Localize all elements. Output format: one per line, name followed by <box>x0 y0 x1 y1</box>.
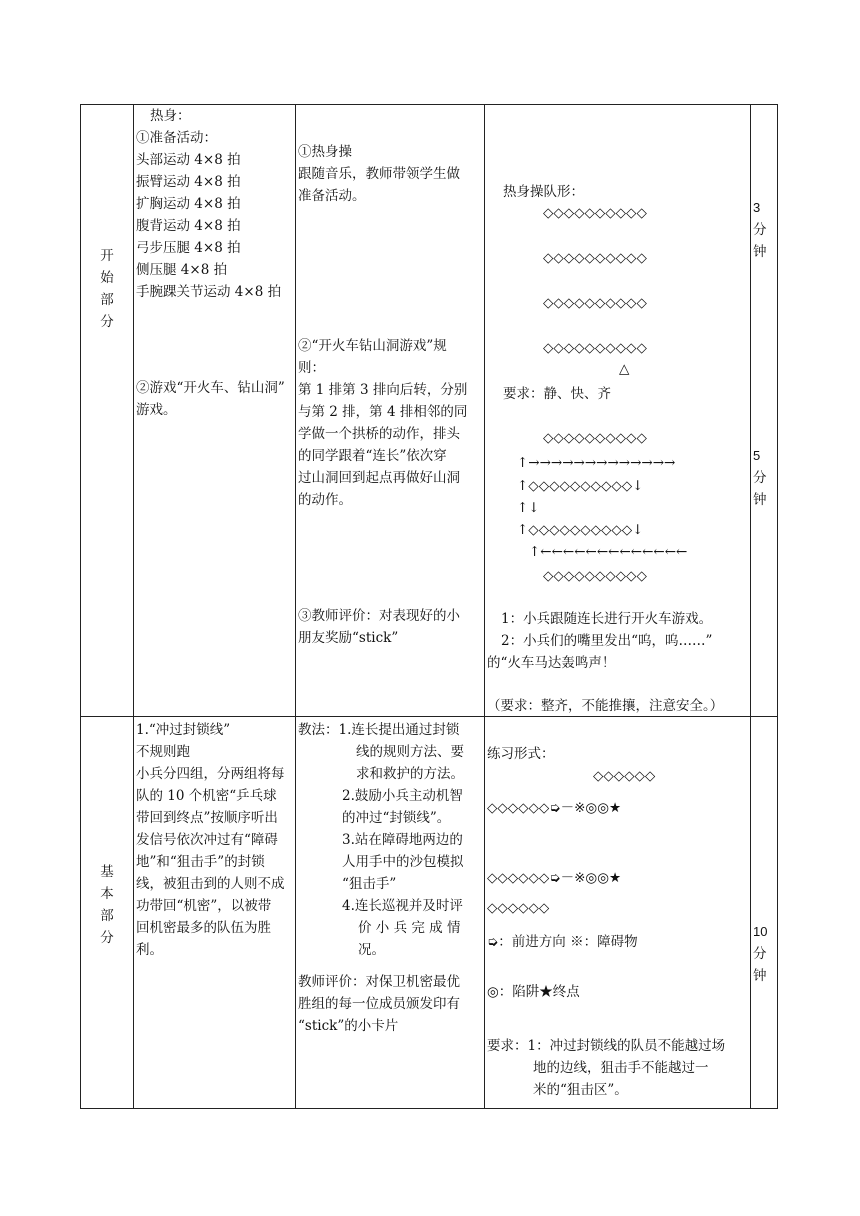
start-content-list <box>136 105 281 303</box>
method-line: 的同学跟着“连长”依次穿 <box>298 448 447 464</box>
method-line: 教法：1.连长提出通过封锁 <box>298 722 460 738</box>
train-row: ◇◇◇◇◇◇◇◇◇◇ <box>543 568 647 584</box>
train-row: ↑◇◇◇◇◇◇◇◇◇◇↓ <box>517 478 644 494</box>
legend-direction-obstacle: ➭：前进方向 ※：障碍物 <box>487 934 638 950</box>
teacher-evaluation <box>298 605 460 649</box>
label-char: 始 <box>100 270 114 286</box>
train-row: ◇◇◇◇◇◇◇◇◇◇ <box>543 430 647 446</box>
method-line: ③教师评价：对表现好的小 <box>298 608 460 624</box>
basic-duration <box>753 921 767 987</box>
content-line: 回机密最多的队伍为胜 <box>136 920 271 936</box>
content-line: 1.“冲过封锁线” <box>136 722 231 738</box>
method-line: 4.连长巡视并及时评 <box>342 898 463 914</box>
content-line: 弓步压腿 4×8 拍 <box>136 240 241 256</box>
content-line: 发信号依次冲过有“障碍 <box>136 832 278 848</box>
start-method-cell <box>296 105 485 717</box>
content-line: 侧压腿 4×8 拍 <box>136 262 228 278</box>
method-line: 价 小 兵 完 成 情 <box>358 920 461 936</box>
content-line: 队的 10 个机密“乒乓球 <box>136 788 277 804</box>
method-line: 的动作。 <box>298 492 352 508</box>
content-line: 不规则跑 <box>136 744 190 760</box>
time-unit: 钟 <box>753 968 767 984</box>
practice-row: ◇◇◇◇◇◇➭－※◎◎★ <box>487 870 622 886</box>
teacher-position-icon: △ <box>619 361 630 377</box>
content-line: ①准备活动： <box>136 130 217 146</box>
method-line: 2.鼓励小兵主动机智 <box>342 788 463 804</box>
legend-trap-finish: ◎：陷阱★终点 <box>487 984 580 1000</box>
content-line: ②游戏“开火车、钻山洞” <box>136 380 285 396</box>
basic-section-row <box>81 717 778 1109</box>
method-line: 过山洞回到起点再做好山洞 <box>298 470 460 486</box>
content-line: 线，被狙击到的人则不成 <box>136 876 285 892</box>
method-line: 的冲过“封锁线”。 <box>342 810 451 826</box>
train-row: ↑◇◇◇◇◇◇◇◇◇◇↓ <box>517 522 644 538</box>
label-char: 分 <box>100 314 114 330</box>
requirement-line: 地的边线，狙击手不能越过一 <box>533 1060 709 1076</box>
method-line: 教师评价：对保卫机密最优 <box>298 974 460 990</box>
game-duration <box>753 445 767 511</box>
content-line: 扩胸运动 4×8 拍 <box>136 196 241 212</box>
train-row: ↑↓ <box>517 500 540 516</box>
content-line: 利。 <box>136 942 163 958</box>
lesson-plan-page <box>80 104 780 1109</box>
organization-note: 2：小兵们的嘴里发出“呜，呜……” <box>501 633 713 649</box>
organization-note: 的“火车马达轰鸣声！ <box>487 655 616 671</box>
method-line: 线的规则方法、要 <box>356 744 464 760</box>
formation-row: ◇◇◇◇◇◇◇◇◇◇ <box>543 340 647 356</box>
basic-time-cell <box>751 717 778 1109</box>
practice-row: ◇◇◇◇◇◇➭－※◎◎★ <box>487 800 622 816</box>
label-char: 开 <box>100 248 114 264</box>
content-line: 热身： <box>150 108 191 124</box>
time-unit: 钟 <box>753 244 767 260</box>
time-value: 5 <box>753 448 761 463</box>
method-line: 与第 2 排，第 4 排相邻的同 <box>298 404 468 420</box>
start-time-cell <box>751 105 778 717</box>
method-line: “stick”的小卡片 <box>298 1018 399 1034</box>
method-line: ①热身操 <box>298 144 352 160</box>
content-line: 振臂运动 4×8 拍 <box>136 174 241 190</box>
content-line: 地”和“狙击手”的封锁 <box>136 854 265 870</box>
requirement-line: 米的“狙击区”。 <box>533 1082 628 1098</box>
train-row: ↑←←←←←←←←←←←←← <box>529 544 688 560</box>
time-unit: 分 <box>753 222 767 238</box>
start-section-row <box>81 105 778 717</box>
warmup-duration <box>753 197 767 263</box>
content-line: 游戏。 <box>136 402 177 418</box>
basic-content-list <box>136 719 285 961</box>
time-value: 10 <box>753 924 768 939</box>
formation-requirement: 要求：静、快、齐 <box>503 386 611 402</box>
content-line: 头部运动 4×8 拍 <box>136 152 241 168</box>
basic-method-cell <box>296 717 485 1109</box>
method-line: 朋友奖励“stick” <box>298 630 399 646</box>
organization-note: （要求：整齐，不能推攘，注意安全。） <box>487 698 724 714</box>
formation-row: ◇◇◇◇◇◇◇◇◇◇ <box>543 250 647 266</box>
start-content-cell <box>134 105 296 717</box>
formation-row: ◇◇◇◇◇◇◇◇◇◇ <box>543 295 647 311</box>
method-line: 况。 <box>358 942 385 958</box>
content-line: 手腕踝关节运动 4×8 拍 <box>136 284 282 300</box>
game-method <box>298 335 467 511</box>
basic-content-cell <box>134 717 296 1109</box>
method-line: 胜组的每一位成员颁发印有 <box>298 996 460 1012</box>
lesson-plan-table <box>80 104 778 1109</box>
label-char: 基 <box>100 864 114 880</box>
label-char: 部 <box>100 292 114 308</box>
warmup-method <box>298 141 460 207</box>
start-organization-cell <box>485 105 751 717</box>
warmup-formation-title: 热身操队形： <box>503 184 584 200</box>
time-unit: 分 <box>753 946 767 962</box>
method-line: 准备活动。 <box>298 188 366 204</box>
practice-row: ◇◇◇◇◇◇ <box>487 900 550 916</box>
method-line: 则： <box>298 360 325 376</box>
train-row: ↑→→→→→→→→→→→→→ <box>517 455 676 471</box>
method-line: 学做一个拱桥的动作，排头 <box>298 426 460 442</box>
content-line: 功带回“机密”，以被带 <box>136 898 272 914</box>
label-char: 本 <box>100 886 114 902</box>
time-value: 3 <box>753 200 761 215</box>
method-line: 求和救护的方法。 <box>356 766 464 782</box>
basic-section-label-cell <box>81 717 134 1109</box>
label-char: 分 <box>100 930 114 946</box>
content-line: 腹背运动 4×8 拍 <box>136 218 241 234</box>
formation-row: ◇◇◇◇◇◇◇◇◇◇ <box>543 205 647 221</box>
method-line: 人用手中的沙包模拟 <box>342 854 464 870</box>
start-section-label-cell <box>81 105 134 717</box>
content-line: 带回到终点”按顺序听出 <box>136 810 278 826</box>
method-line: “狙击手” <box>342 876 397 892</box>
practice-row: ◇◇◇◇◇◇ <box>593 768 656 784</box>
basic-section-label <box>81 861 133 949</box>
time-unit: 分 <box>753 470 767 486</box>
requirement-line: 要求：1：冲过封锁线的队员不能越过场 <box>487 1038 726 1054</box>
organization-note: 1：小兵跟随连长进行开火车游戏。 <box>501 611 713 627</box>
content-line: 小兵分四组，分两组将每 <box>136 766 285 782</box>
practice-form-title: 练习形式： <box>487 746 555 762</box>
method-line: 3.站在障碍地两边的 <box>342 832 463 848</box>
basic-organization-cell <box>485 717 751 1109</box>
method-line: ②“开火车钻山洞游戏”规 <box>298 338 447 354</box>
method-line: 第 1 排第 3 排向后转，分别 <box>298 382 468 398</box>
start-section-label <box>81 245 133 333</box>
start-game-text <box>136 377 285 421</box>
time-unit: 钟 <box>753 492 767 508</box>
method-line: 跟随音乐，教师带领学生做 <box>298 166 460 182</box>
label-char: 部 <box>100 908 114 924</box>
